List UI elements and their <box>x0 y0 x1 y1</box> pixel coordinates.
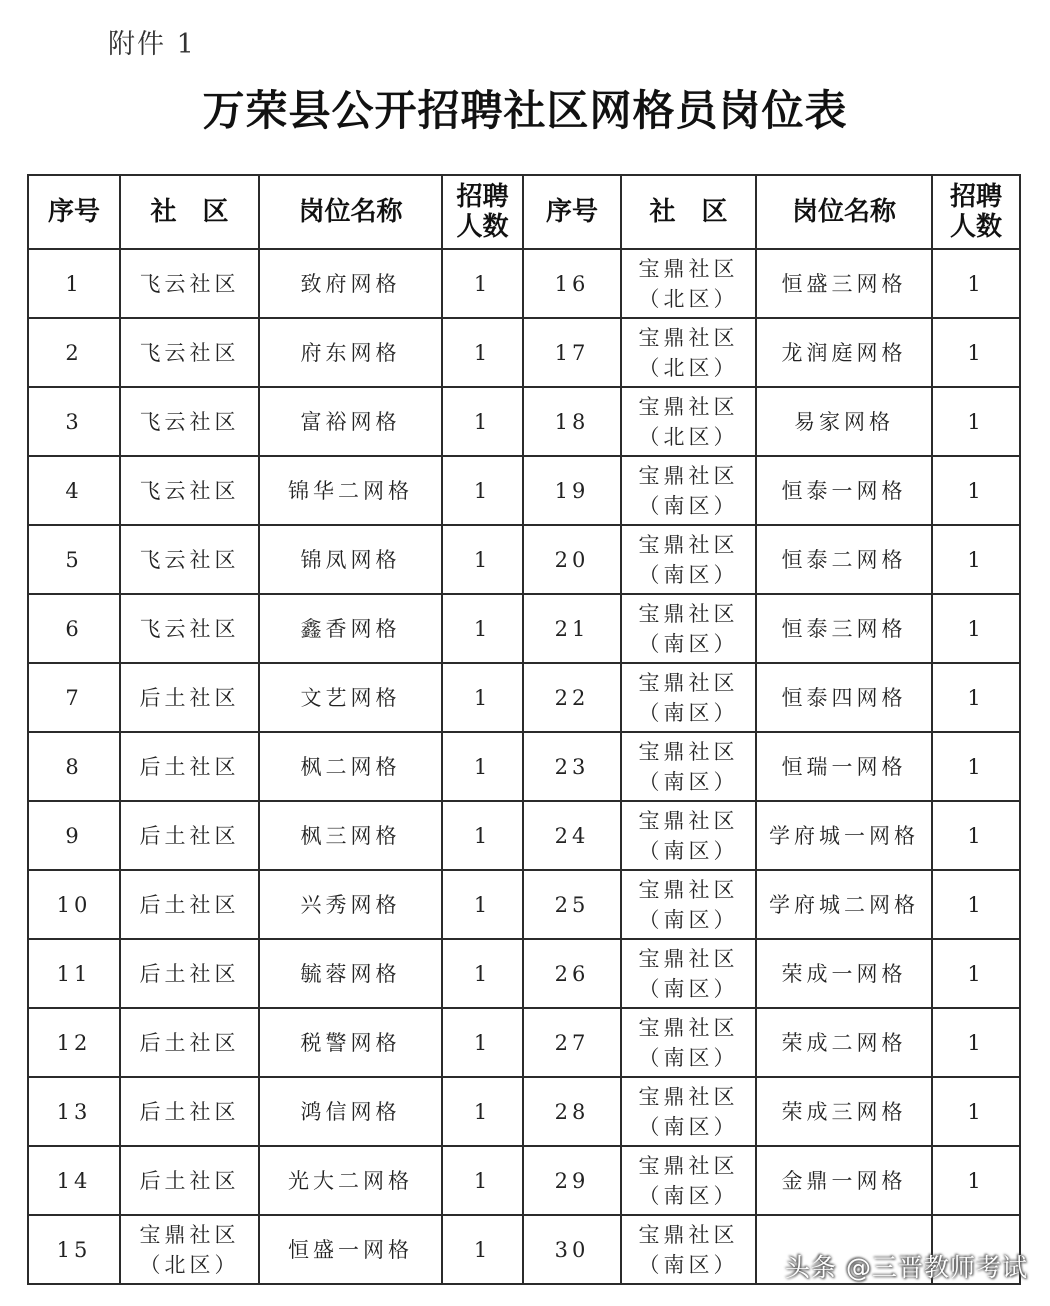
cell-count: 1 <box>442 732 523 801</box>
cell-seq: 9 <box>28 801 120 870</box>
cell-position: 恒泰四网格 <box>756 663 932 732</box>
table-row <box>28 387 1020 456</box>
cell-seq: 10 <box>28 870 120 939</box>
cell-community: 宝鼎社区 （南区） <box>621 1146 756 1215</box>
header-community: 社 区 <box>621 175 756 249</box>
cell-seq: 6 <box>28 594 120 663</box>
cell-seq: 12 <box>28 1008 120 1077</box>
cell-community: 后土社区 <box>120 1008 259 1077</box>
cell-count: 1 <box>442 318 523 387</box>
cell-community: 宝鼎社区 （南区） <box>621 663 756 732</box>
cell-community: 宝鼎社区 （南区） <box>621 801 756 870</box>
cell-community: 飞云社区 <box>120 525 259 594</box>
table-row <box>28 870 1020 939</box>
cell-count: 1 <box>442 939 523 1008</box>
cell-seq: 28 <box>523 1077 621 1146</box>
cell-seq: 4 <box>28 456 120 525</box>
table-row <box>28 525 1020 594</box>
cell-seq: 29 <box>523 1146 621 1215</box>
cell-count: 1 <box>932 663 1020 732</box>
header-community: 社 区 <box>120 175 259 249</box>
cell-position: 学府城一网格 <box>756 801 932 870</box>
cell-community: 后土社区 <box>120 663 259 732</box>
cell-seq: 3 <box>28 387 120 456</box>
cell-count: 1 <box>442 525 523 594</box>
cell-position: 锦华二网格 <box>259 456 442 525</box>
cell-count: 1 <box>442 594 523 663</box>
cell-position: 锦凤网格 <box>259 525 442 594</box>
cell-seq: 11 <box>28 939 120 1008</box>
cell-count: 1 <box>932 939 1020 1008</box>
cell-count: 1 <box>932 318 1020 387</box>
cell-community: 宝鼎社区 （南区） <box>621 1215 756 1284</box>
cell-position: 恒盛一网格 <box>259 1215 442 1284</box>
header-seq: 序号 <box>28 175 120 249</box>
cell-count: 1 <box>442 456 523 525</box>
cell-position: 恒瑞一网格 <box>756 732 932 801</box>
cell-community: 宝鼎社区 （南区） <box>621 939 756 1008</box>
cell-count: 1 <box>932 801 1020 870</box>
cell-community: 后土社区 <box>120 870 259 939</box>
cell-position: 致府网格 <box>259 249 442 318</box>
cell-community: 宝鼎社区 （南区） <box>621 1077 756 1146</box>
cell-seq: 27 <box>523 1008 621 1077</box>
cell-count: 1 <box>442 870 523 939</box>
cell-community: 宝鼎社区 （南区） <box>621 594 756 663</box>
cell-seq: 21 <box>523 594 621 663</box>
cell-count: 1 <box>932 732 1020 801</box>
cell-position: 文艺网格 <box>259 663 442 732</box>
cell-position: 府东网格 <box>259 318 442 387</box>
cell-position: 兴秀网格 <box>259 870 442 939</box>
cell-community: 飞云社区 <box>120 249 259 318</box>
cell-count: 1 <box>932 249 1020 318</box>
table-row <box>28 1077 1020 1146</box>
cell-position: 恒泰三网格 <box>756 594 932 663</box>
cell-position: 光大二网格 <box>259 1146 442 1215</box>
cell-seq: 23 <box>523 732 621 801</box>
table-row <box>28 1146 1020 1215</box>
cell-count: 1 <box>932 1008 1020 1077</box>
table-row <box>28 249 1020 318</box>
cell-seq: 19 <box>523 456 621 525</box>
cell-seq: 2 <box>28 318 120 387</box>
header-position: 岗位名称 <box>756 175 932 249</box>
table-row <box>28 594 1020 663</box>
cell-position: 枫二网格 <box>259 732 442 801</box>
cell-position: 税警网格 <box>259 1008 442 1077</box>
cell-position: 恒泰二网格 <box>756 525 932 594</box>
cell-position: 金鼎一网格 <box>756 1146 932 1215</box>
attachment-label: 附件 1 <box>108 29 196 60</box>
cell-community: 后土社区 <box>120 801 259 870</box>
cell-community: 飞云社区 <box>120 456 259 525</box>
cell-community: 宝鼎社区 （南区） <box>621 525 756 594</box>
cell-seq: 13 <box>28 1077 120 1146</box>
cell-seq: 18 <box>523 387 621 456</box>
cell-position: 荣成一网格 <box>756 939 932 1008</box>
cell-community: 宝鼎社区 （北区） <box>621 318 756 387</box>
cell-count: 1 <box>442 663 523 732</box>
cell-community: 后土社区 <box>120 1146 259 1215</box>
table-row <box>28 456 1020 525</box>
cell-position: 荣成三网格 <box>756 1077 932 1146</box>
cell-community: 飞云社区 <box>120 318 259 387</box>
watermark-text: 头条 @三晋教师考试 <box>785 1253 1028 1282</box>
cell-count: 1 <box>442 249 523 318</box>
cell-community: 飞云社区 <box>120 594 259 663</box>
cell-community: 宝鼎社区 （北区） <box>621 249 756 318</box>
cell-seq: 30 <box>523 1215 621 1284</box>
cell-community: 宝鼎社区 （南区） <box>621 1008 756 1077</box>
cell-count: 1 <box>442 801 523 870</box>
cell-seq: 22 <box>523 663 621 732</box>
cell-count: 1 <box>442 1146 523 1215</box>
table-row <box>28 318 1020 387</box>
cell-count: 1 <box>932 594 1020 663</box>
cell-community: 宝鼎社区 （北区） <box>120 1215 259 1284</box>
cell-position: 易家网格 <box>756 387 932 456</box>
cell-community: 宝鼎社区 （南区） <box>621 870 756 939</box>
table-row <box>28 1008 1020 1077</box>
cell-position: 恒泰一网格 <box>756 456 932 525</box>
cell-community: 宝鼎社区 （南区） <box>621 456 756 525</box>
cell-position: 龙润庭网格 <box>756 318 932 387</box>
cell-community: 后土社区 <box>120 939 259 1008</box>
cell-position: 荣成二网格 <box>756 1008 932 1077</box>
cell-count: 1 <box>932 1146 1020 1215</box>
cell-seq: 20 <box>523 525 621 594</box>
cell-community: 后土社区 <box>120 1077 259 1146</box>
cell-position: 毓蓉网格 <box>259 939 442 1008</box>
cell-seq: 15 <box>28 1215 120 1284</box>
cell-community: 后土社区 <box>120 732 259 801</box>
cell-seq: 24 <box>523 801 621 870</box>
cell-community: 宝鼎社区 （北区） <box>621 387 756 456</box>
header-row <box>28 175 1020 249</box>
cell-seq: 16 <box>523 249 621 318</box>
cell-count: 1 <box>442 1008 523 1077</box>
cell-count: 1 <box>442 1215 523 1284</box>
header-seq: 序号 <box>523 175 621 249</box>
cell-position: 鸿信网格 <box>259 1077 442 1146</box>
cell-seq: 8 <box>28 732 120 801</box>
cell-seq: 14 <box>28 1146 120 1215</box>
cell-position: 富裕网格 <box>259 387 442 456</box>
cell-count: 1 <box>932 870 1020 939</box>
cell-position: 鑫香网格 <box>259 594 442 663</box>
cell-count: 1 <box>932 1077 1020 1146</box>
cell-position: 枫三网格 <box>259 801 442 870</box>
cell-count: 1 <box>442 1077 523 1146</box>
cell-count: 1 <box>932 525 1020 594</box>
header-count: 招聘 人数 <box>932 175 1020 249</box>
cell-position: 恒盛三网格 <box>756 249 932 318</box>
cell-count: 1 <box>932 387 1020 456</box>
table-row <box>28 939 1020 1008</box>
table-row <box>28 801 1020 870</box>
cell-community: 飞云社区 <box>120 387 259 456</box>
cell-position: 学府城二网格 <box>756 870 932 939</box>
positions-table <box>27 174 1021 1285</box>
table-row <box>28 663 1020 732</box>
cell-seq: 7 <box>28 663 120 732</box>
header-position: 岗位名称 <box>259 175 442 249</box>
cell-count: 1 <box>442 387 523 456</box>
cell-seq: 26 <box>523 939 621 1008</box>
document-title: 万荣县公开招聘社区网格员岗位表 <box>202 86 848 135</box>
cell-count: 1 <box>932 456 1020 525</box>
cell-seq: 17 <box>523 318 621 387</box>
table-row <box>28 732 1020 801</box>
header-count: 招聘 人数 <box>442 175 523 249</box>
cell-seq: 1 <box>28 249 120 318</box>
cell-seq: 25 <box>523 870 621 939</box>
cell-community: 宝鼎社区 （南区） <box>621 732 756 801</box>
cell-seq: 5 <box>28 525 120 594</box>
